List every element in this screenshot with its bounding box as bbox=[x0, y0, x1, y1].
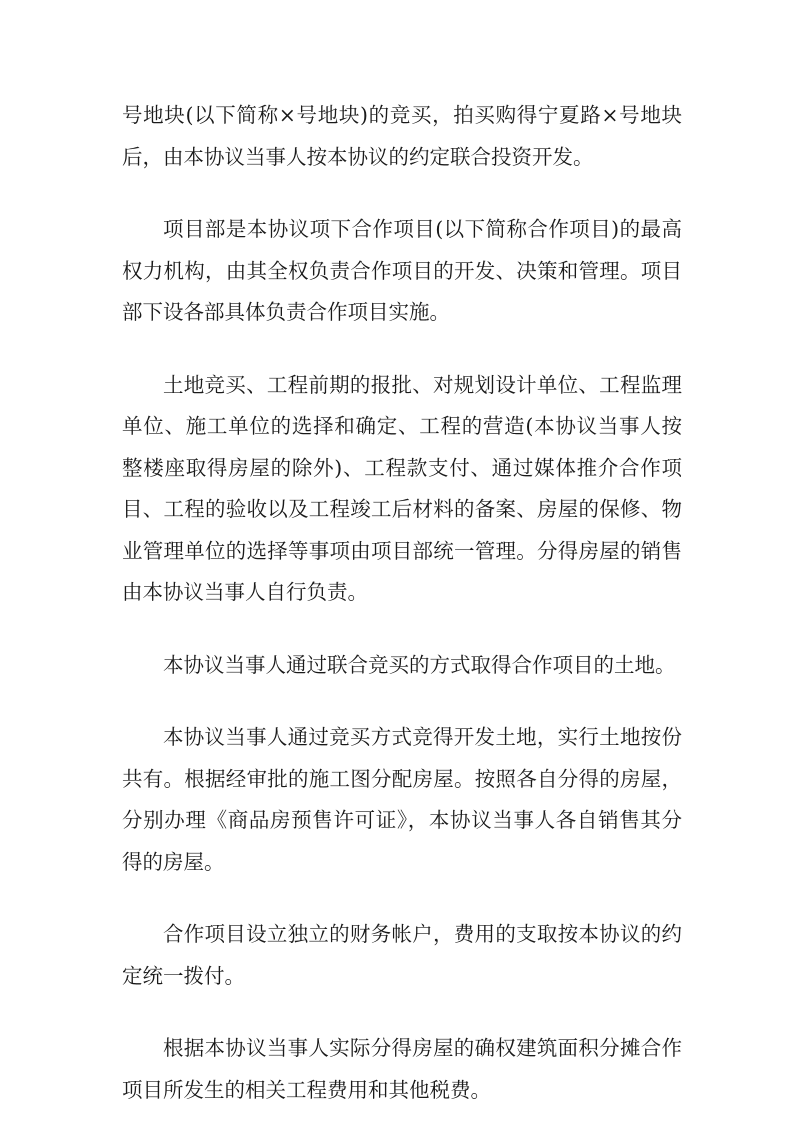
paragraph-6: 合作项目设立独立的财务帐户，费用的支取按本协议的约定统一拨付。 bbox=[122, 922, 682, 988]
paragraph-4: 本协议当事人通过联合竞买的方式取得合作项目的土地。 bbox=[163, 652, 676, 677]
paragraph-3: 土地竞买、工程前期的报批、对规划设计单位、工程监理单位、施工单位的选择和确定、工程的营造(本协议当事人按整楼座取得房屋的除外)、工程款支付、通过媒体推介合作项目、工程的验收以及工程竣工后材料的备案、房屋的保修、物业管理单位的选择等事项由项目部统一管理。分得房屋的销售由本协议当事人自行负责。 bbox=[122, 372, 682, 604]
paragraph-7: 根据本协议当事人实际分得房屋的确权建筑面积分摊合作项目所发生的相关工程费用和其他税费。 bbox=[122, 1036, 682, 1102]
paragraph-1: 号地块(以下简称×号地块)的竞买，拍买购得宁夏路×号地块后，由本协议当事人按本协议的约定联合投资开发。 bbox=[122, 103, 682, 169]
paragraph-2: 项目部是本协议项下合作项目(以下简称合作项目)的最高权力机构，由其全权负责合作项目的开发、决策和管理。项目部下设各部具体负责合作项目实施。 bbox=[122, 217, 682, 324]
paragraph-5: 本协议当事人通过竞买方式竞得开发土地，实行土地按份共有。根据经审批的施工图分配房屋。按照各自分得的房屋，分别办理《商品房预售许可证》，本协议当事人各自销售其分得的房屋。 bbox=[122, 725, 682, 874]
document-body bbox=[122, 95, 682, 1142]
